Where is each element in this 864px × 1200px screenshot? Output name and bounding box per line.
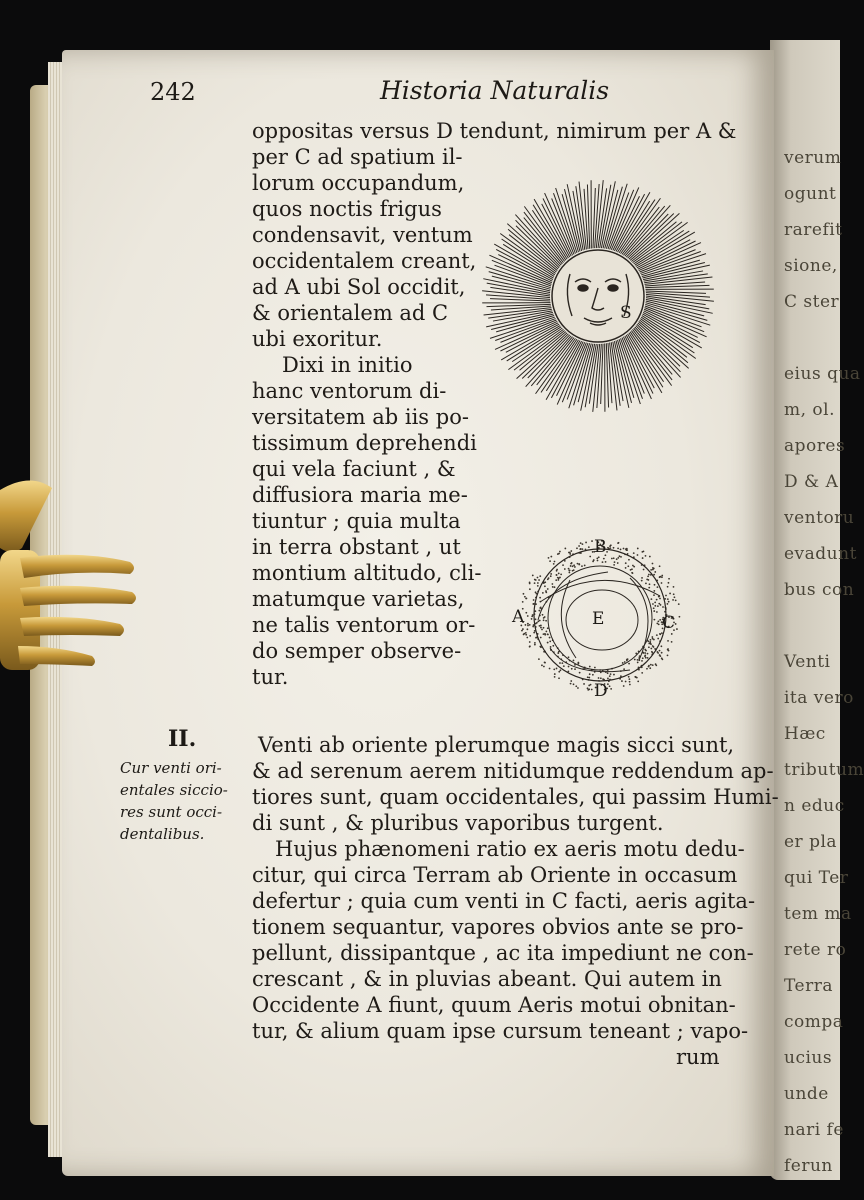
text-line: tionem sequantur, vapores obvios ante se pro- — [252, 915, 744, 939]
facing-page-fragment: tem ma — [784, 904, 852, 924]
text-line: tur. — [252, 665, 289, 689]
facing-page-fragment: rarefit — [784, 220, 843, 240]
text-line: lorum occupandum, — [252, 171, 465, 195]
text-line: ad A ubi Sol occidit, — [252, 275, 466, 299]
sun-label: S — [620, 303, 632, 323]
facing-page-fragment: er pla — [784, 832, 838, 852]
facing-page-fragment: nari fe — [784, 1120, 844, 1140]
earth-label-right: C — [662, 613, 676, 633]
earth-label-bottom: D — [594, 681, 608, 701]
text-line: Hujus phænomeni ratio ex aeris motu dedu- — [275, 837, 745, 861]
text-line: ne talis ventorum or- — [252, 613, 476, 637]
text-line: Occidente A fiunt, quum Aeris motui obnitan- — [252, 993, 736, 1017]
text-line: occidentalem creant, — [252, 249, 477, 273]
earth-label-center: E — [592, 609, 605, 629]
text-line: tiores sunt, quam occidentales, qui passim Humi- — [252, 785, 779, 809]
text-line: di sunt , & pluribus vaporibus turgent. — [252, 811, 664, 835]
text-line: defertur ; quia cum venti in C facti, aeris agita- — [252, 889, 756, 913]
facing-page — [770, 40, 864, 1180]
text-line: hanc ventorum di- — [252, 379, 447, 403]
facing-page-fragment: n educ — [784, 796, 845, 816]
facing-page-fragment: verum — [784, 148, 842, 168]
facing-page-fragment: D & A — [784, 472, 839, 492]
text-line: do semper observe- — [252, 639, 462, 663]
facing-page-fragment: C ster — [784, 292, 840, 312]
text-line: citur, qui circa Terram ab Oriente in occasum — [252, 863, 738, 887]
text-line: Dixi in initio — [282, 353, 413, 377]
text-line: Venti ab oriente plerumque magis sicci sunt, — [258, 733, 735, 757]
facing-page-fragment: ita vero — [784, 688, 854, 708]
margin-note-line: res sunt occi- — [120, 803, 223, 821]
earth-atmosphere-diagram — [510, 520, 690, 700]
facing-page-fragment: Venti — [784, 652, 831, 672]
text-line: qui vela faciunt , & — [252, 457, 456, 481]
text-line: in terra obstant , ut — [252, 535, 461, 559]
facing-page-fragment: m, ol. — [784, 400, 836, 420]
brass-book-clip — [0, 470, 150, 700]
margin-note — [120, 757, 240, 845]
facing-page-fragment: tributum — [784, 760, 864, 780]
sun-woodcut — [480, 178, 720, 418]
facing-page-fragment: apores — [784, 436, 846, 456]
facing-page-fragment: ventoru — [784, 508, 855, 528]
text-line: tiuntur ; quia multa — [252, 509, 461, 533]
earth-label-left: A — [512, 607, 525, 627]
page-number: 242 — [150, 78, 196, 106]
text-line: condensavit, ventum — [252, 223, 473, 247]
facing-page-fragment: rete ro — [784, 940, 847, 960]
facing-page-fragment: eius qua — [784, 364, 861, 384]
facing-page-fragment: Terra — [784, 976, 833, 996]
facing-page-fragment: qui Ter — [784, 868, 849, 888]
text-line: per C ad spatium il- — [252, 145, 463, 169]
facing-page-fragment: ferun — [784, 1156, 833, 1176]
earth-label-top: B — [594, 537, 607, 557]
facing-page-fragment: evadunt — [784, 544, 857, 564]
running-head: Historia Naturalis — [380, 76, 610, 105]
facing-page-fragment: ogunt — [784, 184, 837, 204]
text-line: oppositas versus D tendunt, nimirum per A & — [252, 119, 737, 143]
text-line: montium altitudo, cli- — [252, 561, 482, 585]
facing-page-fragment: sione, — [784, 256, 838, 276]
facing-page-fragment: ucius — [784, 1048, 833, 1068]
margin-section-number: II. — [168, 726, 197, 752]
text-line: quos noctis frigus — [252, 197, 442, 221]
margin-note-line: entales siccio- — [120, 781, 228, 799]
text-line: versitatem ab iis po- — [252, 405, 469, 429]
text-line: & ad serenum aerem nitidumque reddendum ap- — [252, 759, 774, 783]
text-line: rum — [676, 1045, 720, 1069]
margin-note-line: dentalibus. — [120, 825, 205, 843]
text-line: matumque varietas, — [252, 587, 465, 611]
text-line: diffusiora maria me- — [252, 483, 468, 507]
facing-page-fragment: Hæc — [784, 724, 826, 744]
text-line: & orientalem ad C — [252, 301, 449, 325]
facing-page-fragment: compa — [784, 1012, 844, 1032]
text-line: crescant , & in pluvias abeant. Qui autem in — [252, 967, 722, 991]
text-line: pellunt, dissipantque , ac ita impediunt ne con- — [252, 941, 754, 965]
text-line: tissimum deprehendi — [252, 431, 477, 455]
facing-page-fragment: bus con — [784, 580, 855, 600]
text-line: tur, & alium quam ipse cursum teneant ; vapo- — [252, 1019, 749, 1043]
facing-page-fragment: unde — [784, 1084, 829, 1104]
text-line: ubi exoritur. — [252, 327, 383, 351]
margin-note-line: Cur venti ori- — [120, 759, 222, 777]
